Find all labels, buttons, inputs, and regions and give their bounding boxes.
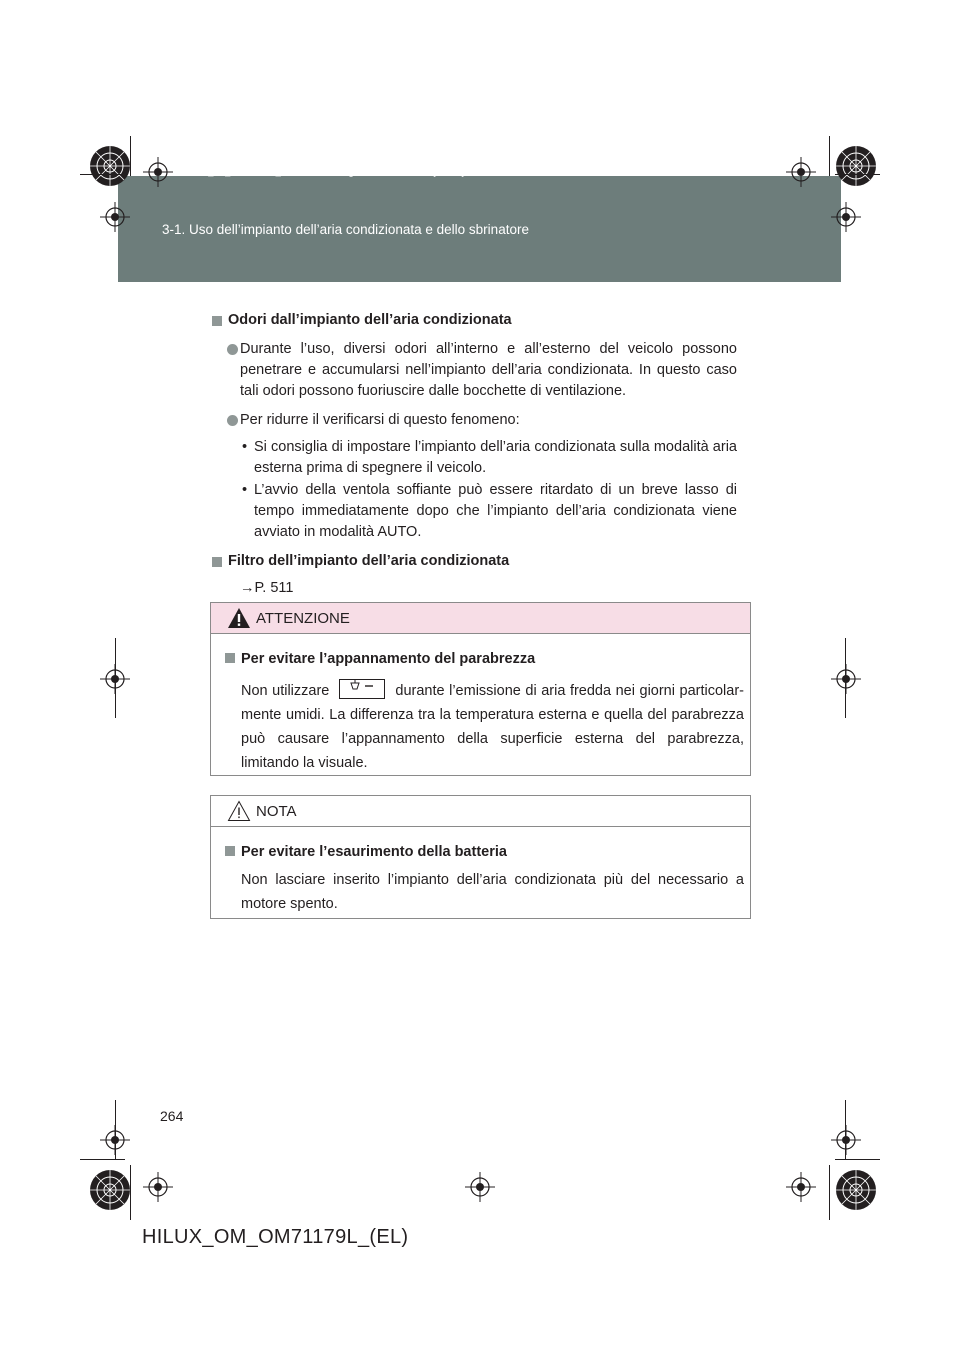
warning-text: Non utilizzare durante l’emissione di aria fredda nei giorni particolarmente umidi. La differenza tra la temperatura esterna e quella del parabrezza può causare l’appannamento della superficie esterna del parabrezza, limitando la visuale. — [225, 679, 744, 775]
warning-box-header — [211, 603, 750, 634]
crosshair-mark-icon — [831, 202, 861, 232]
square-bullet-icon — [225, 653, 235, 663]
notice-subtitle: Per evitare l’esaurimento della batteria — [225, 840, 744, 864]
crop-line — [835, 1159, 880, 1160]
round-bullet-icon — [227, 344, 238, 355]
crop-line — [845, 1100, 846, 1160]
book-stamp: HILUX_OM_OM71179L_(EL).book Page 264 Wednesday, May 16, 2012 11:37 AM — [180, 168, 568, 178]
sub-list-item: • L’avvio della ventola soffiante può essere ritardato di un breve lasso di tempo immediatamente dopo che l’impianto dell’aria condizionata viene avviato in modalità AUTO. — [242, 482, 737, 540]
notice-text: Non lasciare inserito l’impianto dell’aria condizionata più del necessario a motore spento. — [241, 872, 744, 912]
defroster-button-icon — [339, 679, 385, 699]
crosshair-mark-icon — [465, 1172, 495, 1202]
crosshair-mark-icon — [100, 202, 130, 232]
notice-box-header — [211, 796, 750, 827]
square-bullet-icon — [212, 557, 222, 567]
page-number: 264 — [160, 1108, 184, 1124]
warning-triangle-icon — [227, 607, 251, 629]
notice-box — [210, 795, 751, 919]
crop-line — [80, 1159, 125, 1160]
registration-mark-icon — [834, 1168, 878, 1212]
section-heading: 3-1. Uso dell’impianto dell’aria condizionata e dello sbrinatore — [162, 222, 529, 237]
registration-mark-icon — [834, 144, 878, 188]
bullet: • — [242, 482, 248, 498]
list-item: Durante l’uso, diversi odori all’interno e all’esterno del veicolo possono penetrare e accumularsi nell’impianto dell’aria condizionata. In questo caso tali odori possono fuoriuscire dalle bocchette di ventilazione. — [212, 339, 737, 402]
round-bullet-icon — [227, 415, 238, 426]
registration-mark-icon — [88, 144, 132, 188]
registration-mark-icon — [88, 1168, 132, 1212]
square-bullet-icon — [225, 846, 235, 856]
crop-line — [845, 638, 846, 718]
warning-body — [211, 634, 750, 775]
crosshair-mark-icon — [831, 664, 861, 694]
sub-list-item: • Si consiglia di impostare l’impianto dell’aria condizionata sulla modalità aria esterna prima di spegnere il veicolo. — [242, 439, 737, 476]
list-item: Per ridurre il verificarsi di questo fenomeno: — [212, 410, 737, 431]
crop-line — [80, 174, 125, 175]
section-heading: Odori dall’impianto dell’aria condizionata — [212, 310, 737, 331]
crosshair-mark-icon — [143, 157, 173, 187]
warning-title: ATTENZIONE — [256, 610, 350, 627]
page-reference[interactable]: →P. 511 — [240, 580, 294, 596]
crop-line — [835, 174, 880, 175]
document-code: HILUX_OM_OM71179L_(EL) — [142, 1226, 409, 1248]
crop-line — [115, 1100, 116, 1160]
crosshair-mark-icon — [831, 1125, 861, 1155]
warning-subtitle: Per evitare l’appannamento del parabrezza — [225, 647, 744, 671]
caution-outline-icon — [227, 800, 251, 822]
crosshair-mark-icon — [786, 1172, 816, 1202]
square-bullet-icon — [212, 316, 222, 326]
bullet: • — [242, 439, 248, 455]
notice-title: NOTA — [256, 803, 297, 820]
section-heading: Filtro dell’impianto dell’aria condizionata — [212, 551, 737, 572]
warning-box — [210, 602, 751, 776]
crosshair-mark-icon — [786, 157, 816, 187]
crop-line — [130, 136, 131, 176]
crop-line — [829, 1165, 830, 1220]
crop-line — [829, 136, 830, 176]
main-content — [212, 310, 737, 599]
notice-body — [211, 827, 750, 916]
crop-line — [130, 1165, 131, 1220]
crosshair-mark-icon — [143, 1172, 173, 1202]
crop-line — [115, 638, 116, 718]
